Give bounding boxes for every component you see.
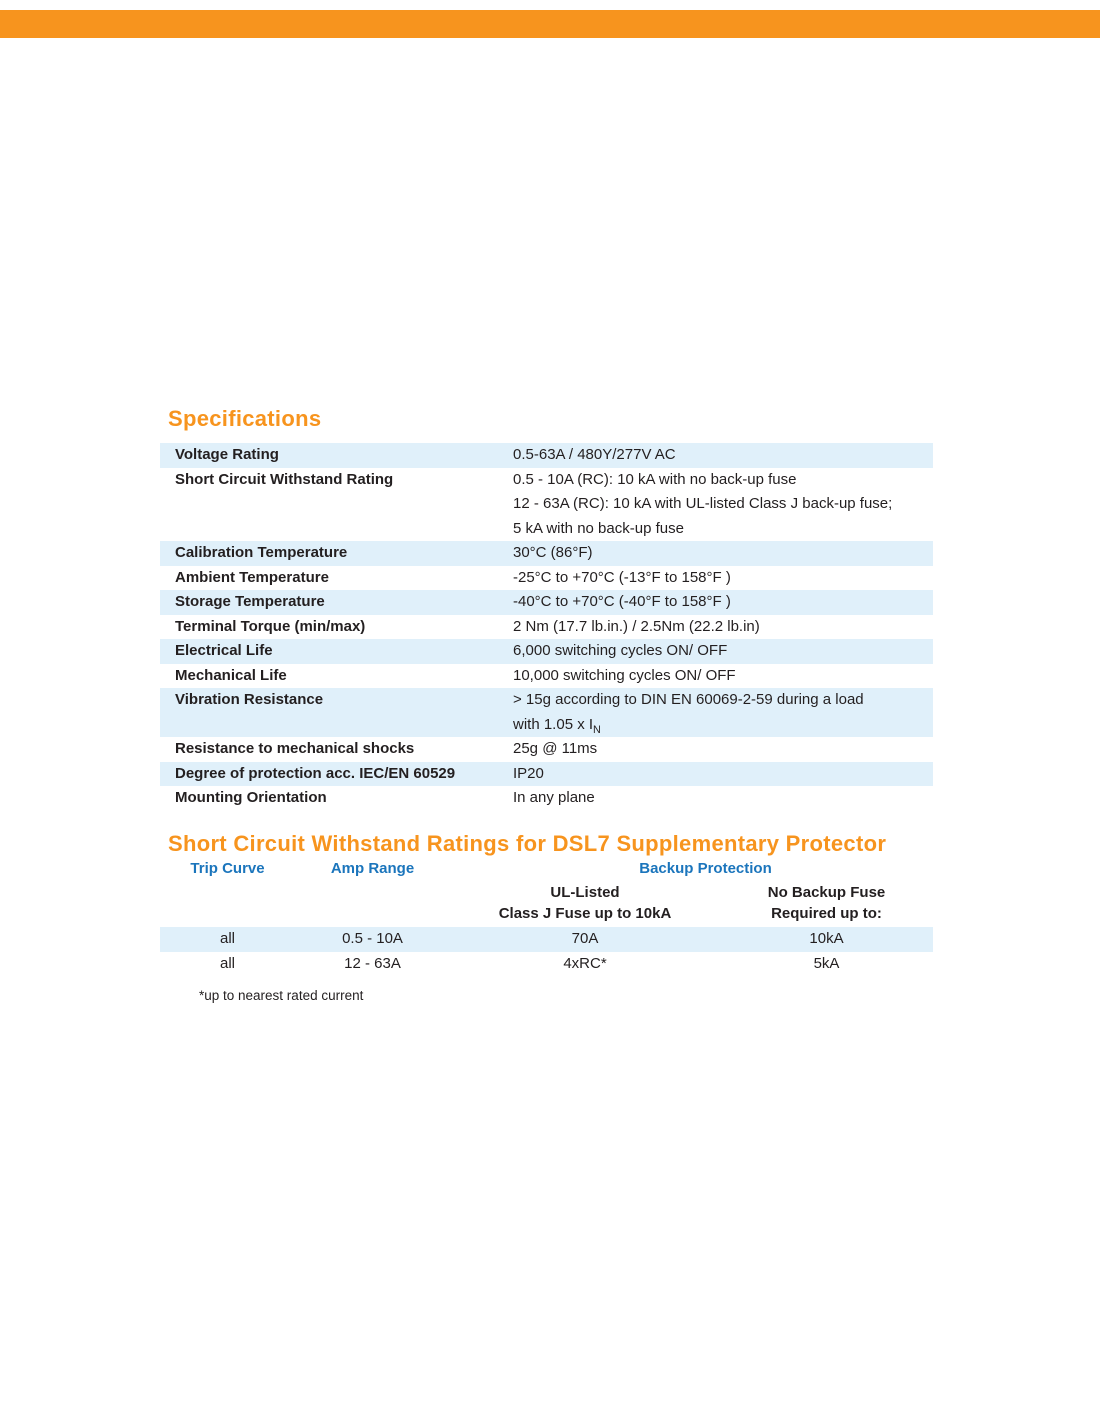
ratings-cell: 12 - 63A: [344, 954, 401, 972]
spec-value: [513, 468, 933, 542]
subheader-ul-listed-line2: Class J Fuse up to 10kA: [498, 905, 672, 922]
spec-value-line: In any plane: [513, 789, 595, 806]
spec-value: [513, 639, 933, 664]
spec-value-line: 30°C (86°F): [513, 544, 593, 561]
ratings-cell: 5kA: [813, 954, 840, 972]
spec-value-line: 0.5-63A / 480Y/277V AC: [513, 446, 676, 463]
spec-value: [513, 786, 933, 811]
specifications-table: [160, 443, 933, 811]
spec-row: [160, 590, 933, 615]
specifications-heading: Specifications: [168, 406, 322, 431]
spec-value: [513, 590, 933, 615]
spec-row: [160, 541, 933, 566]
spec-label: Mounting Orientation: [175, 789, 327, 806]
ratings-cell: 4xRC*: [563, 954, 607, 972]
subheader-ul-listed: [450, 882, 720, 924]
spec-value-line: -40°C to +70°C (-40°F to 158°F ): [513, 593, 731, 610]
spec-label: Calibration Temperature: [175, 544, 348, 561]
spec-label: Terminal Torque (min/max): [175, 617, 366, 635]
spec-label: Resistance to mechanical shocks: [175, 740, 415, 757]
spec-value-line: > 15g according to DIN EN 60069-2-59 during a load: [513, 691, 864, 708]
spec-row: [160, 664, 933, 689]
spec-row: [160, 688, 933, 737]
subscript: N: [593, 723, 601, 736]
spec-value-line: 2 Nm (17.7 lb.in.) / 2.5Nm (22.2 lb.in): [513, 617, 760, 635]
ratings-row: [160, 952, 933, 977]
header-amp-range: Amp Range: [330, 860, 415, 877]
spec-value-line: 25g @ 11ms: [513, 740, 598, 757]
spec-value-line: -25°C to +70°C (-13°F to 158°F ): [513, 568, 731, 586]
ratings-subheader-row: [160, 881, 933, 927]
footnote: *up to nearest rated current: [199, 988, 364, 1003]
spec-value: [513, 762, 933, 787]
ratings-cell: all: [219, 954, 235, 972]
ratings-row: [160, 927, 933, 952]
spec-row: [160, 615, 933, 640]
ratings-table: [160, 857, 933, 976]
spec-row: [160, 786, 933, 811]
spec-value-line: IP20: [513, 764, 544, 782]
spec-label: Storage Temperature: [175, 593, 325, 610]
spec-label: Mechanical Life: [175, 666, 287, 684]
ratings-body: [160, 927, 933, 976]
subheader-no-backup: [720, 882, 933, 924]
spec-label: Voltage Rating: [175, 446, 279, 463]
ratings-cell: 0.5 - 10A: [342, 930, 403, 947]
spec-row: [160, 737, 933, 762]
spec-row: [160, 468, 933, 542]
spec-row: [160, 443, 933, 468]
spec-value-line: 0.5 - 10A (RC): 10 kA with no back-up fuse: [513, 470, 797, 488]
spec-value: [513, 664, 933, 689]
spec-label: Short Circuit Withstand Rating: [175, 470, 394, 488]
spec-value-line: 6,000 switching cycles ON/ OFF: [513, 642, 728, 659]
spec-value: [513, 615, 933, 640]
spec-value: [513, 443, 933, 468]
subheader-spacer: [160, 882, 450, 924]
spec-row: [160, 566, 933, 591]
header-trip-curve: Trip Curve: [190, 860, 265, 877]
spec-value: [513, 737, 933, 762]
ratings-cell: all: [219, 930, 235, 947]
subheader-no-backup-line1: No Backup Fuse: [767, 884, 886, 901]
spec-label: Ambient Temperature: [175, 568, 329, 586]
spec-label: Degree of protection acc. IEC/EN 60529: [175, 764, 456, 782]
header-backup-protection: Backup Protection: [639, 860, 772, 877]
spec-value-line: 12 - 63A (RC): 10 kA with UL-listed Class J back-up fuse;: [513, 495, 893, 512]
subheader-no-backup-line2: Required up to:: [771, 905, 882, 922]
top-orange-bar: [0, 10, 1100, 38]
spec-row: [160, 639, 933, 664]
spec-row: [160, 762, 933, 787]
spec-value: [513, 566, 933, 591]
ratings-heading: Short Circuit Withstand Ratings for DSL7 Supplementary Protector: [168, 831, 887, 856]
subheader-ul-listed-line1: UL-Listed: [550, 884, 620, 901]
spec-label: Electrical Life: [175, 642, 273, 659]
spec-value-line: with 1.05 x $I_N$: [513, 715, 601, 736]
ratings-header-row: [160, 857, 933, 881]
spec-value-line: 10,000 switching cycles ON/ OFF: [513, 666, 736, 684]
ratings-cell: 70A: [571, 930, 599, 947]
spec-value: [513, 688, 933, 737]
spec-label: Vibration Resistance: [175, 691, 324, 708]
ratings-cell: 10kA: [809, 930, 844, 947]
spec-value: [513, 541, 933, 566]
spec-value-line: 5 kA with no back-up fuse: [513, 519, 684, 537]
